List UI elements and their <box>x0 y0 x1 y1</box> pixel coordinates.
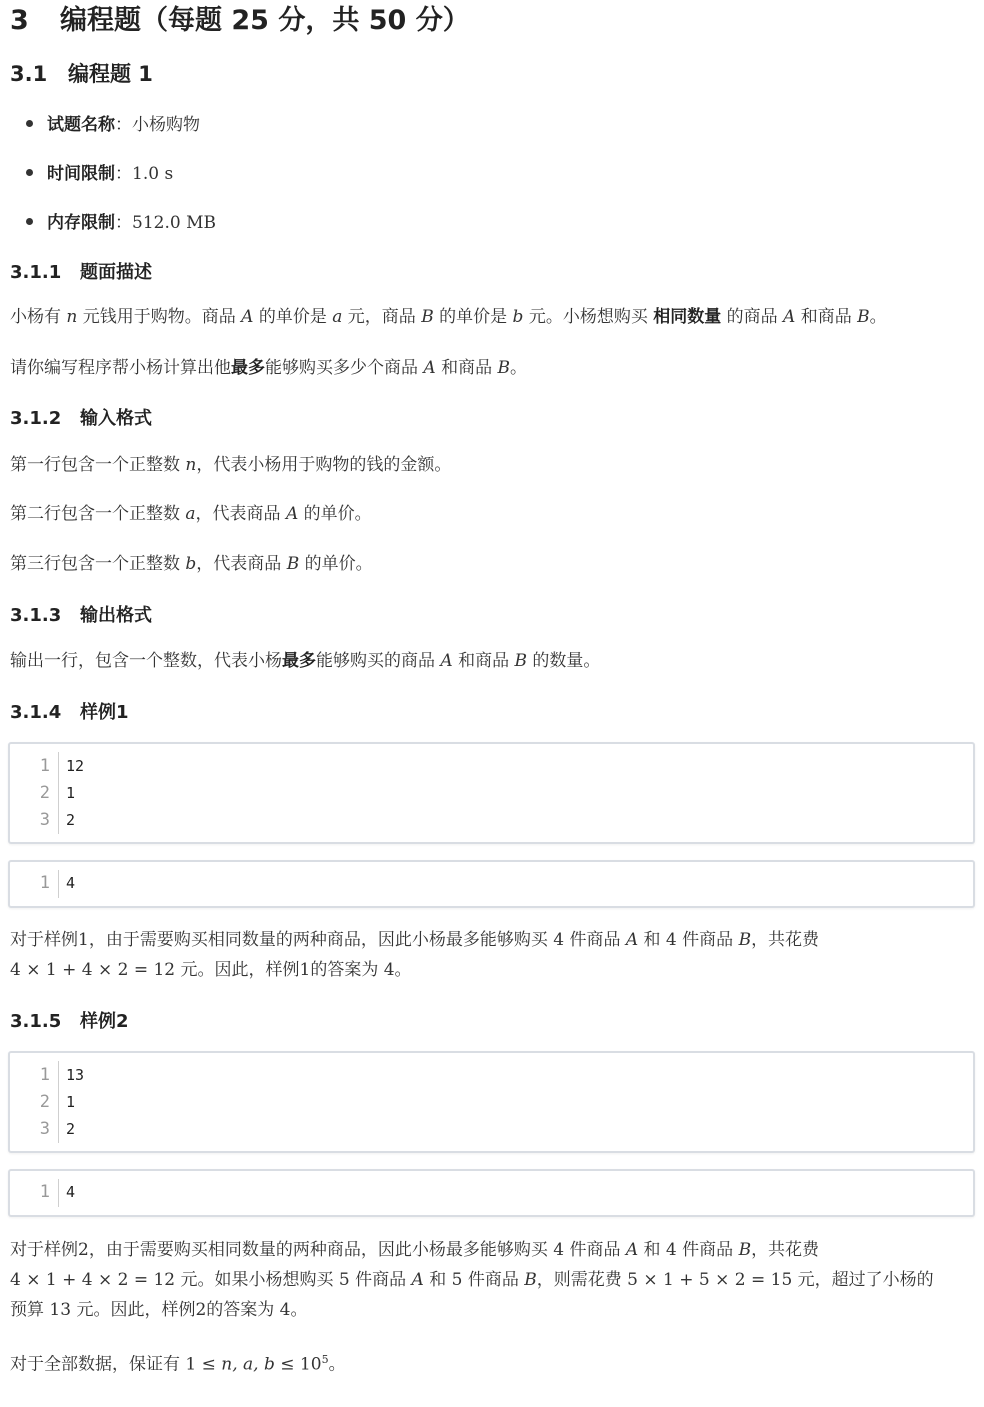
code-line: 2 1 <box>39 783 76 803</box>
sample2-explain-line-2: 4 × 1 + 4 × 2 = 12 元。如果小杨想购买 5 件商品 A 和 5 件商品 B，则需花费 5 × 1 + 5 × 2 = 15 元，超过了小杨的 <box>10 1270 934 1290</box>
code-line: 1 12 <box>39 756 85 776</box>
bullet-icon <box>26 169 33 176</box>
output-heading: 3.1.3 输出格式 <box>10 605 152 626</box>
code-line: 2 1 <box>39 1092 76 1112</box>
bullet-icon <box>26 218 33 225</box>
desc-paragraph-1: 小杨有 n 元钱用于购物。商品 A 的单价是 a 元，商品 B 的单价是 b 元。小杨想购买 相同数量 的商品 A 和商品 B。 <box>10 307 887 327</box>
code-line: 3 2 <box>39 1119 76 1139</box>
problem-heading <box>10 58 153 88</box>
sample2-output-block[interactable] <box>8 1169 975 1217</box>
code-line: 1 13 <box>39 1065 85 1085</box>
desc-heading: 3.1.1 题面描述 <box>10 262 152 283</box>
sample2-explain-line-1: 对于样例2，由于需要购买相同数量的两种商品，因此小杨最多能够购买 4 件商品 A 和 4 件商品 B，共花费 <box>10 1240 820 1260</box>
sample1-explain-line-1: 对于样例1，由于需要购买相同数量的两种商品，因此小杨最多能够购买 4 件商品 A 和 4 件商品 B，共花费 <box>10 930 820 950</box>
input-heading: 3.1.2 输入格式 <box>10 408 152 429</box>
meta-item-memory: 内存限制：512.0 MB <box>26 208 216 233</box>
sample1-heading: 3.1.4 样例1 <box>10 702 129 723</box>
meta-item-time: 时间限制：1.0 s <box>26 159 173 184</box>
section-heading <box>10 0 470 37</box>
output-line: 输出一行，包含一个整数，代表小杨最多能够购买的商品 A 和商品 B 的数量。 <box>10 651 601 671</box>
problem-title: 编程题 1 <box>68 62 153 86</box>
sample2-heading: 3.1.5 样例2 <box>10 1011 129 1032</box>
input-line-1: 第一行包含一个正整数 n，代表小杨用于购物的钱的金额。 <box>10 455 452 475</box>
problem-number: 3.1 <box>10 62 48 86</box>
meta-item-name: 试题名称：小杨购物 <box>26 110 200 135</box>
sample1-output-block[interactable] <box>8 860 975 908</box>
constraint-line: 对于全部数据，保证有 1 ≤ n, a, $b \le 10^5$。 <box>10 1353 346 1375</box>
sample2-explain-line-3: 预算 13 元。因此，样例2的答案为 4。 <box>10 1300 308 1320</box>
bullet-icon <box>26 120 33 127</box>
sample2-input-block[interactable] <box>8 1051 975 1153</box>
code-line: 1 4 <box>39 1182 76 1202</box>
section-title: 编程题（每题 25 分，共 50 分） <box>60 5 470 36</box>
section-number: 3 <box>10 5 29 36</box>
code-line: 3 2 <box>39 810 76 830</box>
input-line-2: 第二行包含一个正整数 a，代表商品 A 的单价。 <box>10 504 372 524</box>
sample1-explain-line-2: 4 × 1 + 4 × 2 = 12 元。因此，样例1的答案为 4。 <box>10 960 412 980</box>
input-line-3: 第三行包含一个正整数 b，代表商品 B 的单价。 <box>10 554 373 574</box>
code-line: 1 4 <box>39 873 76 893</box>
desc-paragraph-2: 请你编写程序帮小杨计算出他最多能够购买多少个商品 A 和商品 B。 <box>10 358 527 378</box>
sample1-input-block[interactable] <box>8 742 975 844</box>
